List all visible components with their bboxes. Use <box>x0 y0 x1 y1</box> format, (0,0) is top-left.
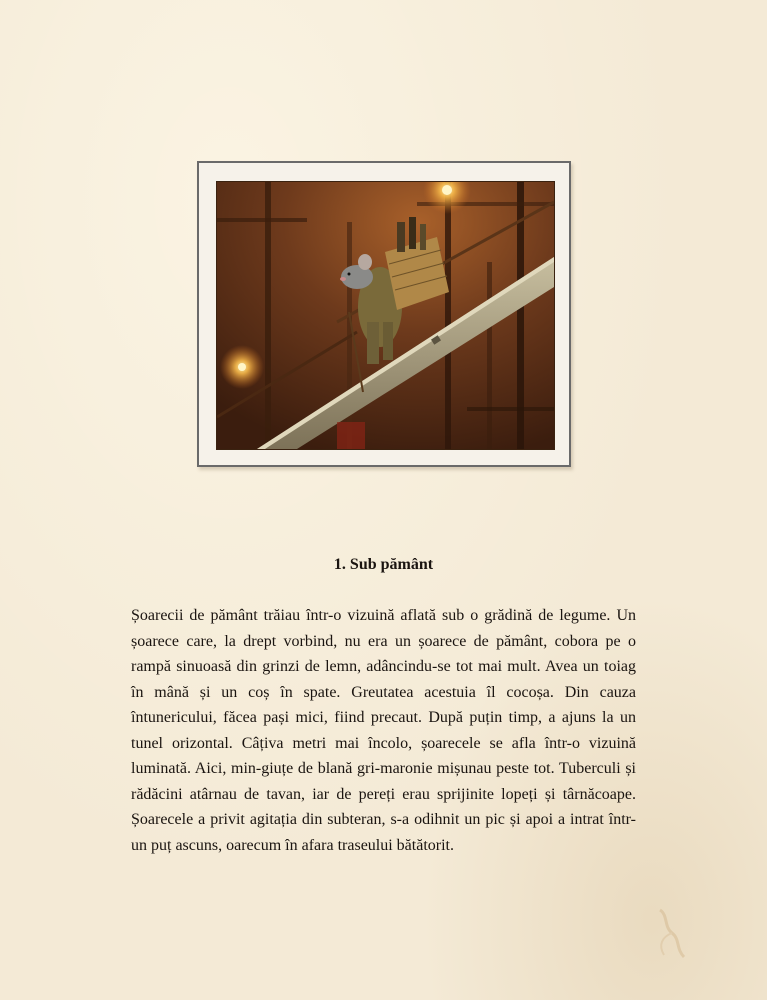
chapter-title: 1. Sub pământ <box>333 556 434 573</box>
mouse-on-ramp-illustration <box>216 181 555 450</box>
paper-stain-decoration <box>650 905 690 965</box>
illustration-frame <box>197 161 571 467</box>
chapter-paragraph: Șoarecii de pământ trăiau într-o vizuină aflată sub o grădină de legume. Un șoarece care, la drept vorbind, nu era un șoarece de pământ, cobora pe o rampă sinuoasă din grinzi de lemn, adâncindu-se tot mai mult. Avea un toiag în mână și un coș în spate. Greutatea acestuia îl cocoșa. Din cauza întunericului, făcea pași mici, fiind precaut. După puțin timp, a ajuns la un tunel orizontal. Câțiva metri mai încolo, șoarecele se afla într-o vizuină luminată. Aici, min-giuțe de blană gri-maronie mișunau peste tot. Tuberculi și rădăcini atârnau de tavan, iar de pereți erau sprijinite lopeți și târnăcoape. Șoarecele a privit agitația din subteran, s-a odihnit un pic și apoi a intrat într-un puț ascuns, oarecum în afara traseului bătătorit. <box>131 607 636 854</box>
illustration-painting <box>217 182 554 449</box>
